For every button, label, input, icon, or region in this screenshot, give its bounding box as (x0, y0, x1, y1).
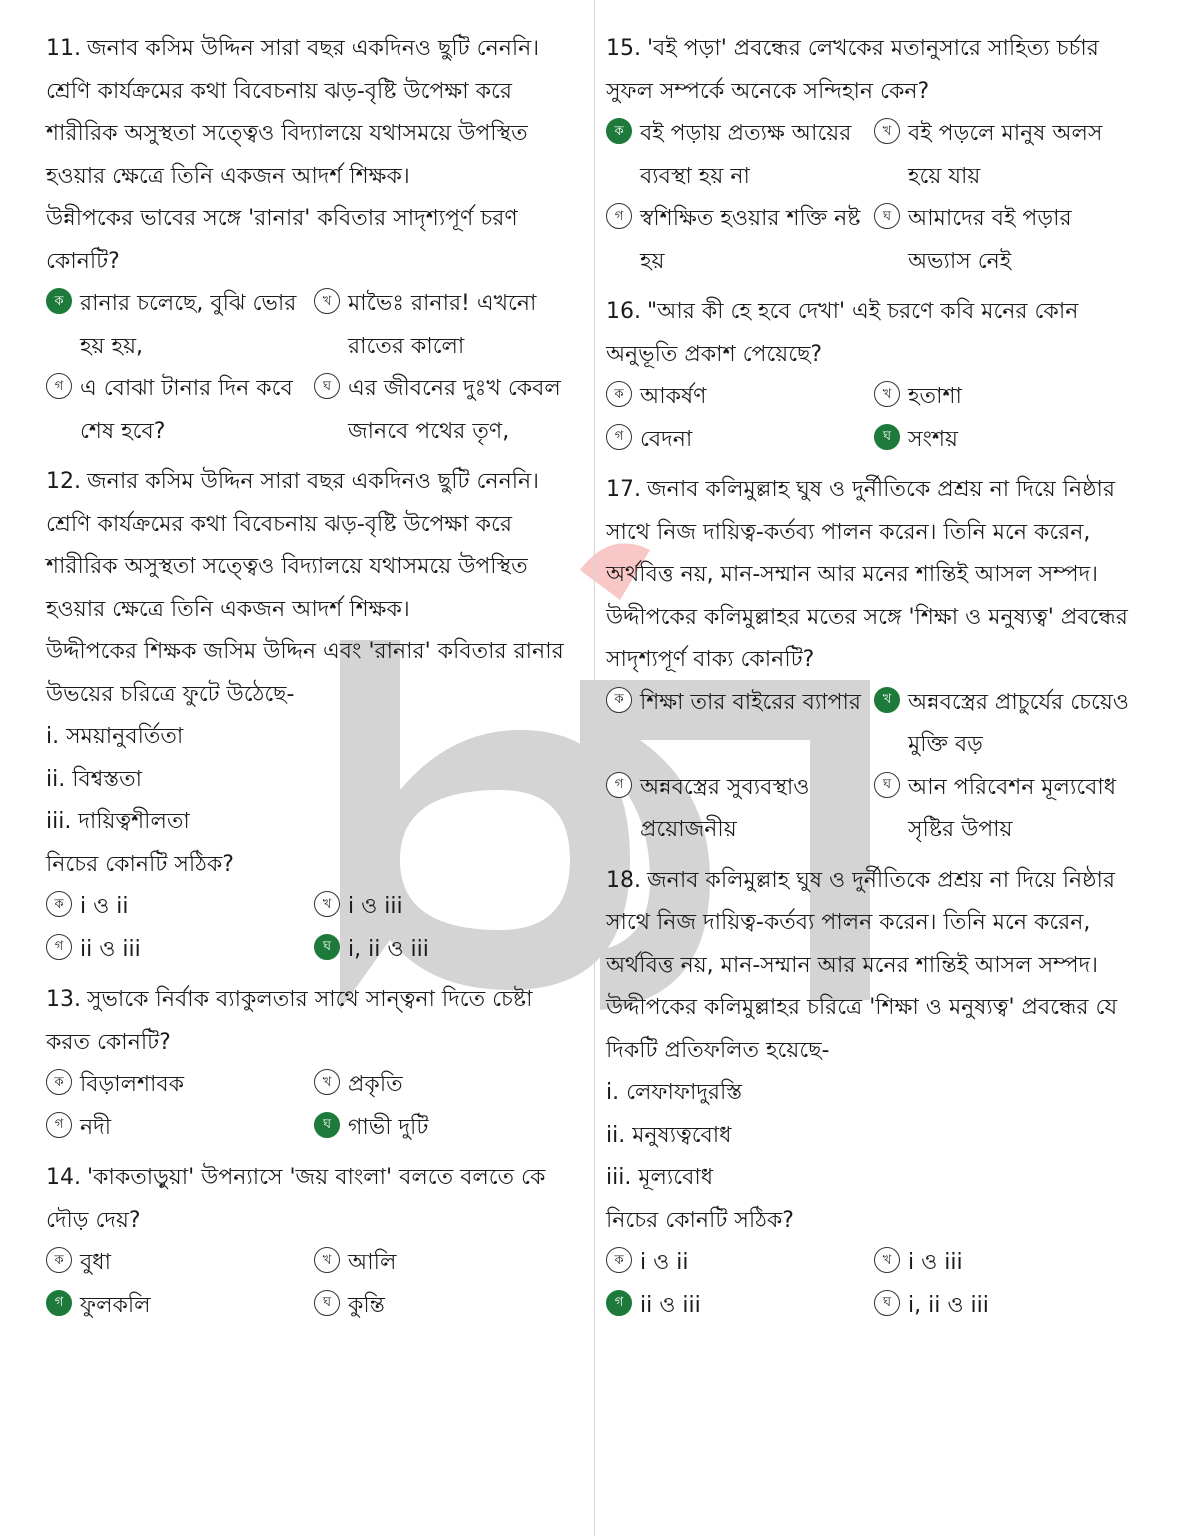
option-text: i ও iii (348, 894, 403, 919)
option-letter-badge: খ (874, 687, 900, 713)
option-letter-badge: ঘ (874, 1290, 900, 1316)
question-number: 12. (46, 469, 81, 494)
option-letter-badge: ঘ (314, 1112, 340, 1138)
option-text: মাভৈঃ রানার! এখনো রাতের কালো (348, 291, 537, 359)
question-block (46, 1157, 576, 1327)
option[interactable] (606, 767, 874, 852)
option[interactable] (606, 419, 874, 462)
option-text: প্রকৃতি (348, 1072, 403, 1097)
question-number: 17. (606, 477, 641, 502)
option-text: আমাদের বই পড়ার অভ্যাস নেই (908, 206, 1072, 274)
question-text: 'বই পড়া' প্রবন্ধের লেখকের মতানুসারে সাহিত্য চর্চার সুফল সম্পর্কে অনেকে সন্দিহান কেন? (606, 36, 1099, 104)
option-text: নদী (80, 1114, 111, 1140)
question-text: উন্নীপকের ভাবের সঙ্গে 'রানার' কবিতার সাদৃশ্যপূর্ণ চরণ কোনটি? (46, 206, 518, 274)
question-prompt (606, 987, 1136, 1072)
option-letter-badge: গ (606, 424, 632, 450)
question-text: 'কাকতাড়ুয়া' উপন্যাসে 'জয় বাংলা' বলতে বলতে কে দৌড় দেয়? (46, 1165, 546, 1233)
option-letter-badge: ঘ (874, 424, 900, 450)
option[interactable] (46, 1064, 314, 1107)
question-prompt: নিচের কোনটি সঠিক? (46, 851, 234, 877)
option-correct[interactable] (46, 1285, 314, 1328)
option-letter-badge: গ (46, 1290, 72, 1316)
option-letter-badge: ক (46, 891, 72, 917)
question-text: উদ্দীপকের শিক্ষক জসিম উদ্দিন এবং 'রানার' কবিতার রানার উভয়ের চরিত্রে ফুটে উঠেছে- (46, 639, 564, 707)
option[interactable] (314, 368, 576, 453)
statement-list (606, 1072, 1136, 1200)
option-letter-badge: খ (314, 1247, 340, 1273)
option-text: স্বশিক্ষিত হওয়ার শক্তি নষ্ট হয় (640, 206, 861, 274)
option-letter-badge: ঘ (314, 934, 340, 960)
question-block (46, 461, 576, 971)
question-stem (46, 461, 576, 631)
column-divider (594, 0, 595, 1536)
statement-item: iii. মূল্যবোধ (606, 1165, 714, 1190)
question-text: সুভাকে নির্বাক ব্যাকুলতার সাথে সান্ত্বনা দিতে চেষ্টা করত কোনটি? (46, 987, 533, 1055)
option-text: কুন্তি (348, 1292, 385, 1318)
question-number: 11. (46, 36, 81, 61)
option-text: ii ও iii (80, 936, 141, 962)
option[interactable] (606, 1242, 874, 1285)
question-text: উদ্দীপকের কলিমুল্লাহর মতের সঙ্গে 'শিক্ষা ও মনুষ্যত্ব' প্রবন্ধের সাদৃশ্যপূর্ণ বাক্য কোনটি? (606, 604, 1128, 672)
question-text: জনাব কলিমুল্লাহ ঘুষ ও দুর্নীতিকে প্রশ্রয় না দিয়ে নিষ্ঠার সাথে নিজ দায়িত্ব-কর্তব্য পালন করেন। তিনি মনে করেন, অর্থবিত্ত নয়, মান-সম্মান আর মনের শান্তিই আসল সম্পদ। (606, 867, 1115, 978)
option-correct[interactable] (314, 1107, 576, 1150)
option-text: শিক্ষা তার বাইরের ব্যাপার (640, 689, 862, 715)
option-correct[interactable] (606, 113, 874, 198)
question-number: 13. (46, 987, 81, 1012)
option[interactable] (874, 376, 1136, 419)
option-letter-badge: খ (314, 1069, 340, 1095)
option[interactable] (606, 198, 874, 283)
option-letter-badge: ক (46, 288, 72, 314)
question-number: 14. (46, 1165, 81, 1190)
option-correct[interactable] (874, 419, 1136, 462)
option[interactable] (46, 886, 314, 929)
question-text: "আর কী হে হবে দেখা' এই চরণে কবি মনের কোন অনুভূতি প্রকাশ পেয়েছে? (606, 299, 1079, 367)
option-letter-badge: ঘ (874, 772, 900, 798)
right-column (606, 28, 1136, 1335)
question-prompt (606, 597, 1136, 682)
option-text: হতাশা (908, 384, 962, 409)
question-text: জনাব কলিমুল্লাহ ঘুষ ও দুর্নীতিকে প্রশ্রয় না দিয়ে নিষ্ঠার সাথে নিজ দায়িত্ব-কর্তব্য পালন করেন। তিনি মনে করেন, অর্থবিত্ত নয়, মান-সম্মান আর মনের শান্তিই আসল সম্পদ। (606, 477, 1115, 587)
options-grid (46, 1064, 576, 1149)
option-letter-badge: খ (314, 891, 340, 917)
option-letter-badge: খ (874, 118, 900, 144)
option[interactable] (874, 198, 1136, 283)
option-text: i, ii ও iii (348, 936, 429, 962)
option-correct[interactable] (46, 283, 314, 368)
options-grid (46, 886, 576, 971)
question-block (46, 28, 576, 453)
option-letter-badge: গ (606, 772, 632, 798)
question-prompt (46, 198, 576, 283)
question-stem (46, 979, 576, 1064)
question-stem (46, 1157, 576, 1242)
option[interactable] (874, 767, 1136, 852)
option-text: বুধা (80, 1250, 111, 1275)
option[interactable] (314, 886, 576, 929)
option-text: i ও ii (80, 894, 129, 919)
question-block (606, 28, 1136, 283)
options-grid (606, 113, 1136, 283)
option[interactable] (46, 1107, 314, 1150)
option[interactable] (46, 1242, 314, 1285)
option-correct[interactable] (606, 1285, 874, 1328)
statement-item: ii. বিশ্বস্ততা (46, 766, 143, 792)
option-letter-badge: ক (46, 1247, 72, 1273)
option-letter-badge: ক (606, 687, 632, 713)
option-text: অন্নবস্ত্রের সুব্যবস্থাও প্রয়োজনীয় (640, 774, 810, 842)
option-letter-badge: খ (314, 288, 340, 314)
option-letter-badge: ক (46, 1069, 72, 1095)
option-letter-badge: ঘ (874, 203, 900, 229)
question-stem (606, 28, 1136, 113)
statement-item: iii. দায়িত্বশীলতা (46, 809, 190, 834)
option[interactable] (314, 1285, 576, 1328)
option-text: আকর্ষণ (640, 384, 707, 409)
question-stem (606, 291, 1136, 376)
option[interactable] (46, 929, 314, 972)
option-text: আন পরিবেশন মূল্যবোধ সৃষ্টির উপায় (908, 774, 1117, 842)
option-text: বিড়ালশাবক (80, 1072, 185, 1097)
question-number: 16. (606, 299, 641, 324)
option[interactable] (314, 1242, 576, 1285)
option-text: এ বোঝা টানার দিন কবে শেষ হবে? (80, 376, 293, 444)
statement-item: i. সময়ানুবর্তিতা (46, 724, 184, 749)
statement-list (46, 716, 576, 844)
option-correct[interactable] (314, 929, 576, 972)
option-text: ii ও iii (640, 1292, 701, 1318)
statement-item: ii. মনুষ্যত্ববোধ (606, 1122, 732, 1148)
option-text: সংশয় (908, 426, 958, 452)
question-block (46, 979, 576, 1149)
question-stem (606, 860, 1136, 988)
option-text: ফুলকলি (80, 1292, 151, 1318)
statement-item: i. লেফাফাদুরস্তি (606, 1080, 743, 1105)
option[interactable] (606, 376, 874, 419)
option-letter-badge: গ (46, 934, 72, 960)
options-grid (46, 283, 576, 453)
option-text: i ও iii (908, 1250, 963, 1275)
question-number: 18. (606, 867, 641, 893)
option-text: বেদনা (640, 426, 693, 452)
option-text: এর জীবনের দুঃখ কেবল জানবে পথের তৃণ, (348, 376, 561, 444)
option-text: গাভী দুটি (348, 1114, 429, 1140)
question-text: জনাব কসিম উদ্দিন সারা বছর একদিনও ছুটি নেননি। শ্রেণি কার্যক্রমের কথা বিবেচনায় ঝড়-বৃষ্টি উপেক্ষা করে শারীরিক অসুস্থতা সত্ত্বেও বিদ্যালয়ে যথাসময়ে উপস্থিত হওয়ার ক্ষেত্রে তিনি একজন আদর্শ শিক্ষক। (46, 36, 540, 189)
options-grid (606, 682, 1136, 852)
option-letter-badge: গ (46, 1112, 72, 1138)
option-letter-badge: গ (46, 373, 72, 399)
option-letter-badge: গ (606, 203, 632, 229)
option[interactable] (314, 1064, 576, 1107)
option[interactable] (46, 368, 314, 453)
option[interactable] (874, 1285, 1136, 1328)
option-text: বই পড়লে মানুষ অলস হয়ে যায় (908, 121, 1103, 189)
question-prompt (46, 631, 576, 716)
option-letter-badge: ক (606, 1247, 632, 1273)
question-block (606, 469, 1136, 852)
left-column (46, 28, 576, 1335)
option-text: i ও ii (640, 1250, 689, 1275)
option-text: রানার চলেছে, বুঝি ভোর হয় হয়, (80, 291, 297, 359)
options-grid (606, 376, 1136, 461)
option[interactable] (874, 1242, 1136, 1285)
question-prompt: নিচের কোনটি সঠিক? (606, 1207, 794, 1233)
option[interactable] (606, 682, 874, 767)
option-text: অন্নবস্ত্রের প্রাচুর্যের চেয়েও মুক্তি বড় (908, 689, 1129, 757)
option[interactable] (314, 283, 576, 368)
option-letter-badge: খ (874, 381, 900, 407)
question-number: 15. (606, 36, 641, 61)
question-text: উদ্দীপকের কলিমুল্লাহর চরিত্রে 'শিক্ষা ও মনুষ্যত্ব' প্রবন্ধের যে দিকটি প্রতিফলিত হয়েছে- (606, 995, 1118, 1063)
option-letter-badge: ঘ (314, 373, 340, 399)
question-stem (606, 469, 1136, 597)
option-letter-badge: ঘ (314, 1290, 340, 1316)
option-text: বই পড়ায় প্রত্যক্ষ আয়ের ব্যবস্থা হয় না (640, 121, 852, 189)
option-letter-badge: ক (606, 118, 632, 144)
question-text: জনার কসিম উদ্দিন সারা বছর একদিনও ছুটি নেননি। শ্রেণি কার্যক্রমের কথা বিবেচনায় ঝড়-বৃষ্টি উপেক্ষা করে শারীরিক অসুস্থতা সত্ত্বেও বিদ্যালয়ে যথাসময়ে উপস্থিত হওয়ার ক্ষেত্রে তিনি একজন আদর্শ শিক্ষক। (46, 469, 539, 622)
option-text: i, ii ও iii (908, 1292, 989, 1318)
option-letter-badge: ক (606, 381, 632, 407)
option[interactable] (874, 113, 1136, 198)
options-grid (606, 1242, 1136, 1327)
question-stem (46, 28, 576, 198)
option-letter-badge: গ (606, 1290, 632, 1316)
option-correct[interactable] (874, 682, 1136, 767)
question-block (606, 291, 1136, 461)
options-grid (46, 1242, 576, 1327)
option-text: আলি (348, 1250, 397, 1275)
question-block (606, 860, 1136, 1328)
option-letter-badge: খ (874, 1247, 900, 1273)
